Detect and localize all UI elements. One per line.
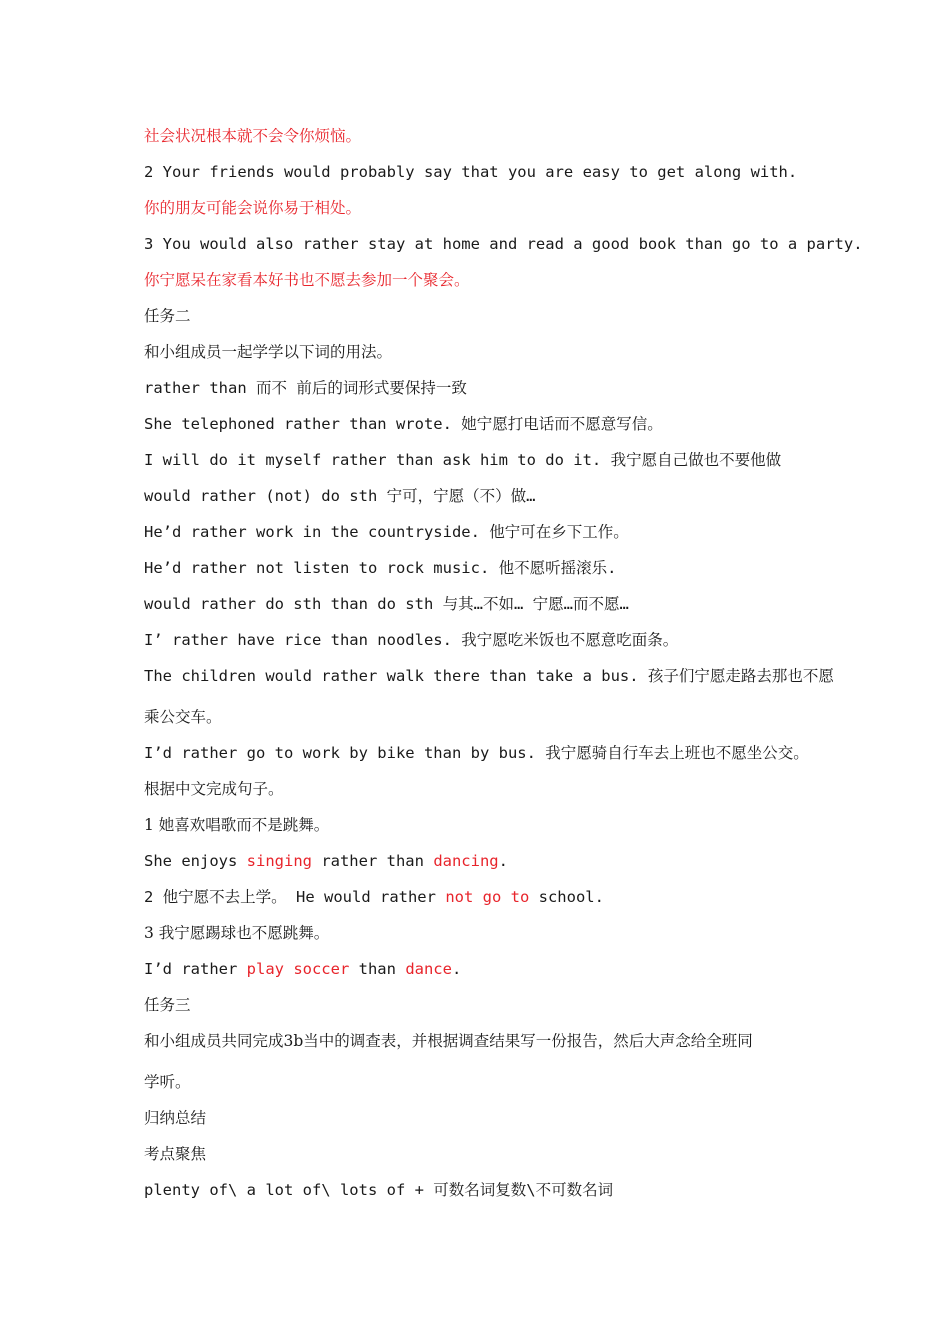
example-sentence: 3 You would also rather stay at home and read a good book than go to a party. xyxy=(144,235,863,253)
grammar-note: plenty of\ a lot of\ lots of + 可数名词复数\不可数名词 xyxy=(144,1181,614,1199)
usage-example: The children would rather walk there than take a bus. 孩子们宁愿走路去那也不愿 xyxy=(144,667,834,685)
answer-word: play soccer xyxy=(246,960,350,978)
exercise-prompt: 1 她喜欢唱歌而不是跳舞。 xyxy=(144,816,330,834)
translation-line: 社会状况根本就不会令你烦恼。 xyxy=(144,127,362,145)
exercise-text: school. xyxy=(529,888,604,906)
exercise-text: . xyxy=(498,852,508,870)
exercise-answer-line xyxy=(144,850,824,872)
exercise-answer-line xyxy=(144,958,824,980)
exercise-answer-line xyxy=(144,886,824,908)
instruction-text: 根据中文完成句子。 xyxy=(144,780,284,798)
section-heading-task2: 任务二 xyxy=(144,307,191,325)
instruction-text: 和小组成员一起学学以下词的用法。 xyxy=(144,343,393,361)
translation-line: 你的朋友可能会说你易于相处。 xyxy=(144,199,362,217)
usage-example: I will do it myself rather than ask him to do it. 我宁愿自己做也不要他做 xyxy=(144,451,782,469)
instruction-text: 和小组成员共同完成3b当中的调查表，并根据调查结果写一份报告，然后大声念给全班同 xyxy=(144,1032,753,1050)
usage-example: He’d rather work in the countryside. 他宁可在乡下工作。 xyxy=(144,523,629,541)
exercise-text: She enjoys xyxy=(144,852,247,870)
answer-word: not go to xyxy=(445,888,530,906)
usage-example: I’d rather go to work by bike than by bus. 我宁愿骑自行车去上班也不愿坐公交。 xyxy=(144,744,809,762)
section-heading-focus: 考点聚焦 xyxy=(144,1145,207,1163)
exercise-text: rather than xyxy=(311,852,434,870)
answer-word: singing xyxy=(246,852,312,870)
section-heading-task3: 任务三 xyxy=(144,996,191,1014)
usage-example-continued: 乘公交车。 xyxy=(144,708,222,726)
exercise-prompt: 3 我宁愿踢球也不愿跳舞。 xyxy=(144,924,330,942)
usage-example: I’ rather have rice than noodles. 我宁愿吃米饭也不愿意吃面条。 xyxy=(144,631,679,649)
usage-example: She telephoned rather than wrote. 她宁愿打电话而不愿意写信。 xyxy=(144,415,663,433)
answer-word: dance xyxy=(405,960,452,978)
example-sentence: 2 Your friends would probably say that you are easy to get along with. xyxy=(144,163,798,181)
usage-note: would rather (not) do sth 宁可，宁愿（不）做… xyxy=(144,487,536,505)
exercise-text: I’d rather xyxy=(144,960,247,978)
exercise-text: than xyxy=(349,960,406,978)
usage-note: rather than 而不 前后的词形式要保持一致 xyxy=(144,379,467,397)
usage-example: He’d rather not listen to rock music. 他不愿听摇滚乐. xyxy=(144,559,617,577)
exercise-text: 2 他宁愿不去上学。 He would rather xyxy=(144,888,446,906)
section-heading-summary: 归纳总结 xyxy=(144,1109,207,1127)
answer-word: dancing xyxy=(433,852,499,870)
usage-note: would rather do sth than do sth 与其…不如… 宁愿…而不愿… xyxy=(144,595,629,613)
instruction-text-continued: 学听。 xyxy=(144,1073,191,1091)
exercise-text: . xyxy=(451,960,462,978)
translation-line: 你宁愿呆在家看本好书也不愿去参加一个聚会。 xyxy=(144,271,470,289)
